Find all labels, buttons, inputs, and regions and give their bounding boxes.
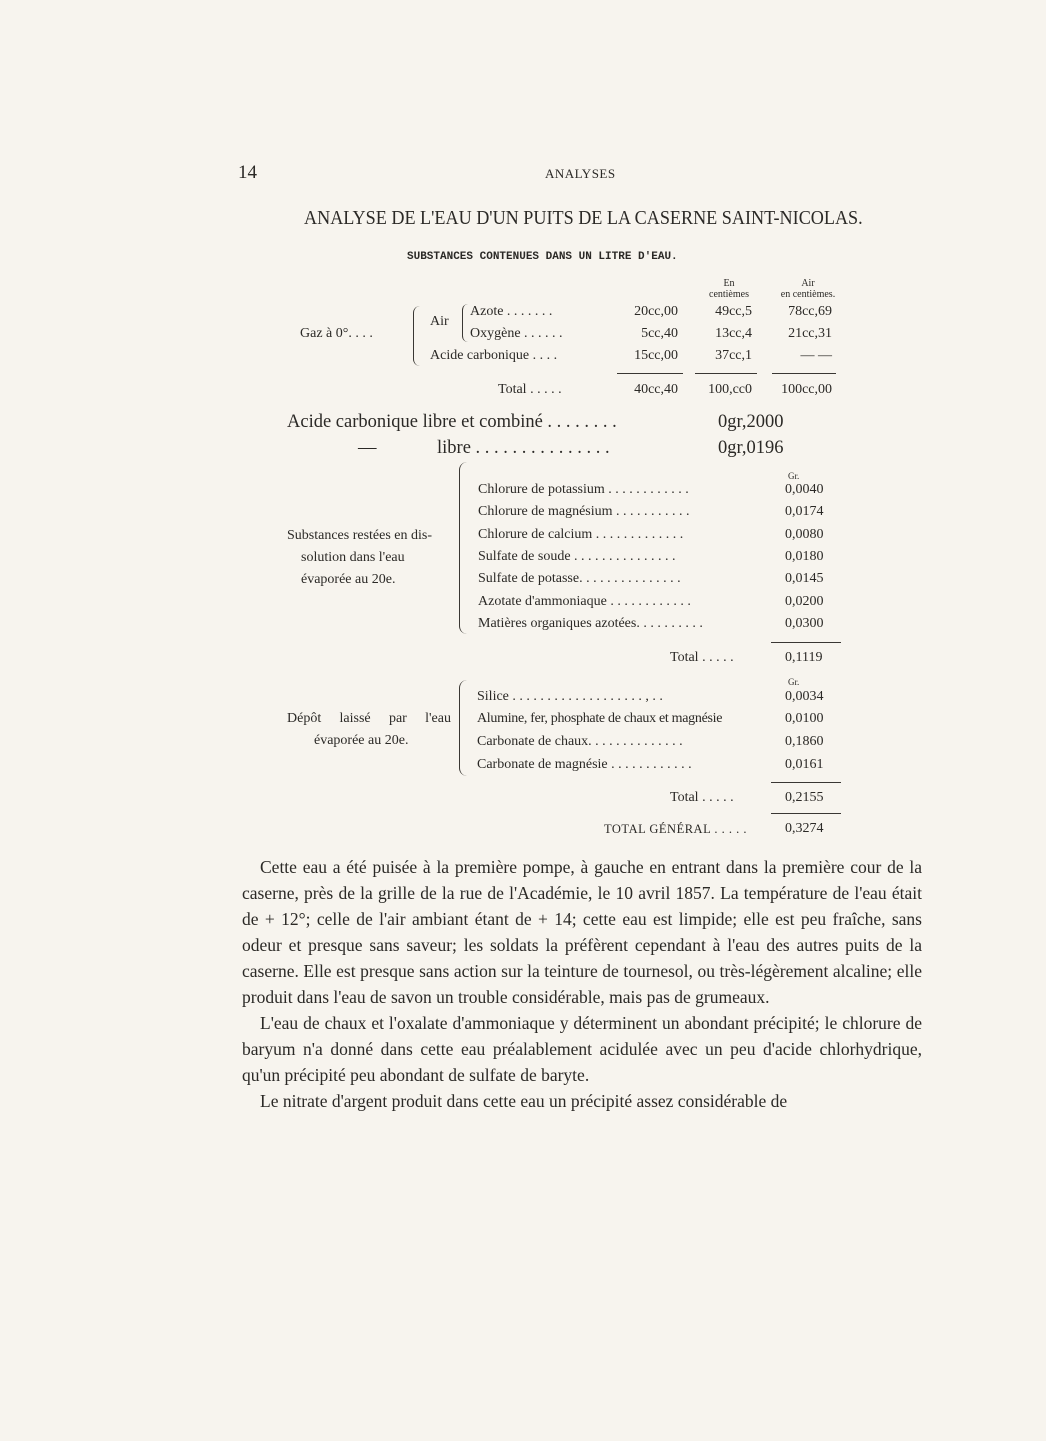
divider (771, 813, 841, 814)
page-title: ANALYSE DE L'EAU D'UN PUITS DE LA CASERNE SAINT-NICOLAS. (304, 208, 863, 229)
paragraph: L'eau de chaux et l'oxalate d'ammoniaque y déterminent un abondant précipité; le chlorure de baryum n'a donné dans cette eau préalablement acidulée avec un peu d'acide chlorhydrique, qu'un précipité peu abondant de sulfate de baryte. (242, 1013, 922, 1085)
air-brace (462, 304, 468, 342)
solution-label: Substances restées en dis- solution dans l'eau évaporée au 20e. (287, 528, 433, 587)
gas-group-label: Gaz à 0°. . . . (300, 326, 373, 341)
solution-brace (459, 462, 467, 634)
unit-label: Gr. (788, 471, 800, 481)
unit-label: Gr. (788, 677, 800, 687)
page-number: 14 (238, 162, 257, 183)
deposit-brace (459, 680, 467, 776)
gas-brace (413, 306, 420, 366)
paragraph: Cette eau a été puisée à la première pompe, à gauche en entrant dans la première cour de la caserne, près de la grille de la rue de l'Académie, le 10 avril 1857. La température de l'eau était de + 12°; celle de l'air ambiant étant de + 14; cette eau est limpide; elle est peu fraîche, sans odeur et presque sans saveur; les soldats la préfèrent cependant à l'eau des autres puits de la caserne. Elle est presque sans action sur la teinture de tournesol, ou très-légèrement alcaline; elle produit dans l'eau de savon un trouble considérable, mais pas de grumeaux. (242, 857, 922, 1007)
divider (771, 782, 841, 783)
divider (771, 642, 841, 643)
col-header-air: Air en centièmes. (780, 278, 836, 300)
air-label: Air (430, 314, 449, 329)
section-subtitle: SUBSTANCES CONTENUES DANS UN LITRE D'EAU. (407, 251, 678, 263)
running-title: ANALYSES (545, 166, 616, 181)
divider (617, 373, 683, 374)
col-header-centiemes: En centièmes (709, 278, 749, 300)
deposit-label: Dépôt laissé par l'eau évaporée au 20e. (287, 711, 451, 748)
body-text (242, 854, 922, 1114)
divider (695, 373, 757, 374)
paragraph: Le nitrate d'argent produit dans cette eau un précipité assez considérable de (260, 1091, 788, 1111)
divider (772, 373, 836, 374)
